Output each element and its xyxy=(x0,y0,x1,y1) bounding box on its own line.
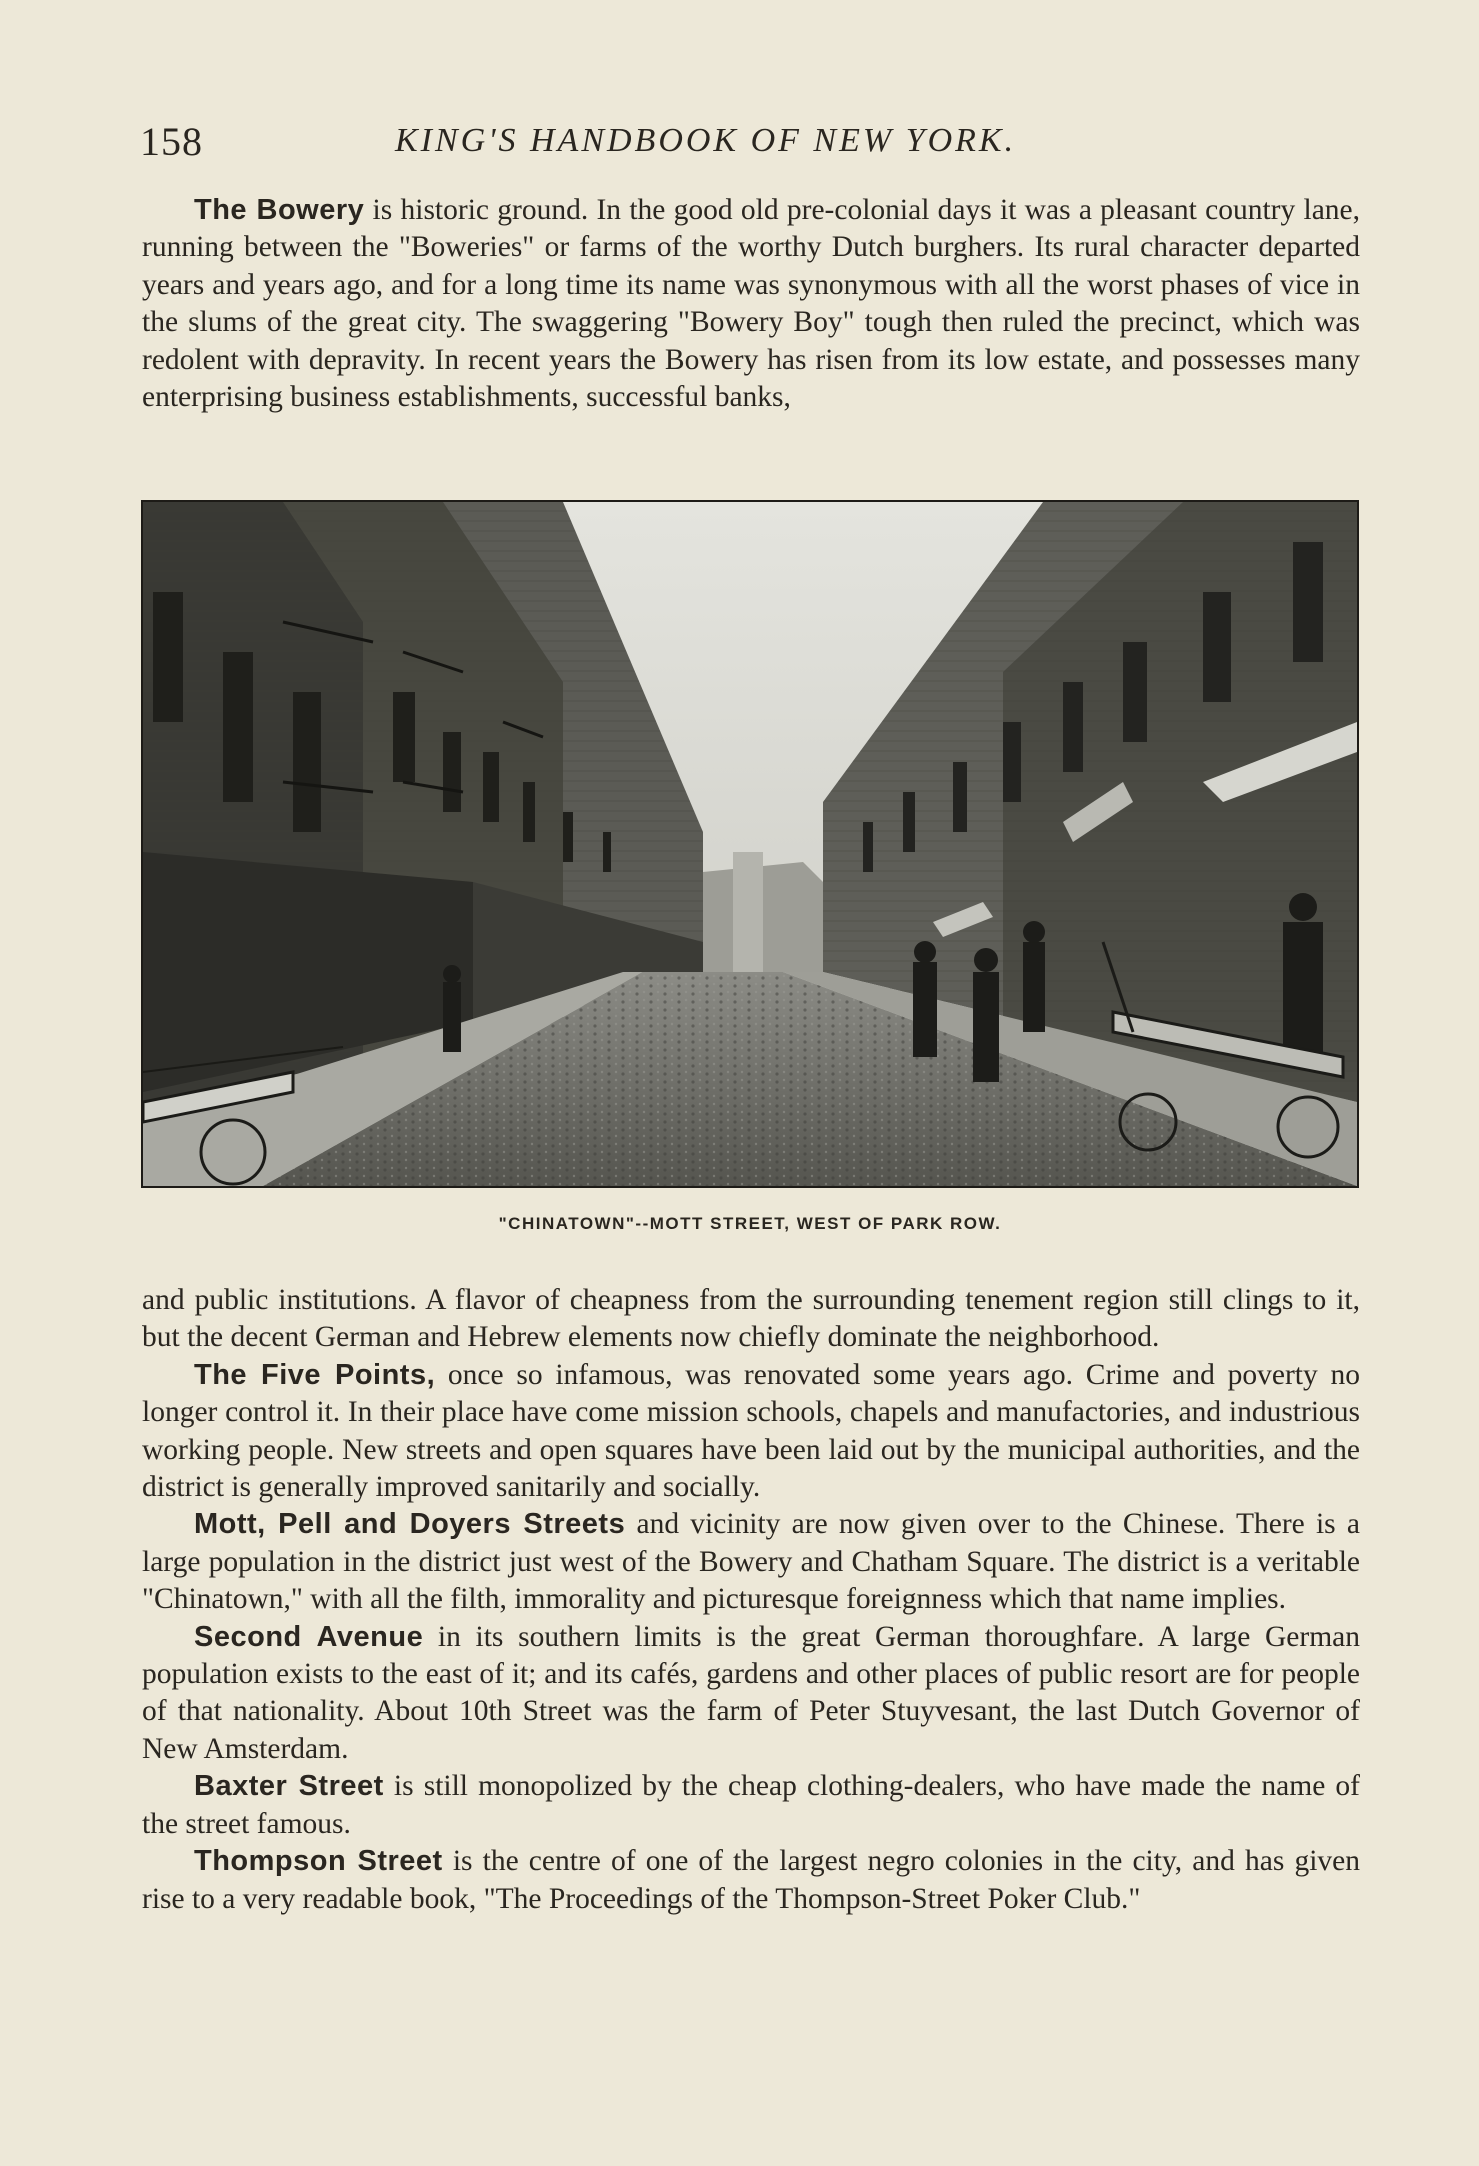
paragraph-lead: Mott, Pell and Doyers Streets xyxy=(194,1508,626,1541)
paragraph-text: is still monopolized by the cheap clothing-dealers, who have made the name of the street famous. xyxy=(142,1770,1360,1840)
paragraph-second-avenue xyxy=(142,1619,1360,1769)
paragraph-text: once so infamous, was renovated some years ago. Crime and poverty no longer control it. In their place have come mission schools, chapels and manufactories, and industrious working people. New streets and open squares have been laid out by the municipal authorities, and the district is generally improved sanitarily and socially. xyxy=(142,1358,1360,1504)
paragraph-lead: Second Avenue xyxy=(194,1620,424,1653)
photograph-mott-street xyxy=(141,500,1359,1188)
text-block-bottom xyxy=(142,1282,1360,1918)
paragraph-text: is historic ground. In the good old pre-colonial days it was a pleasant country lane, running between the "Boweries" or farms of the worthy Dutch burghers. Its rural character departed years and years ago, and for a long time its name was synonymous with all the worst phases of vice in the slums of the great city. The swaggering "Bowery Boy" tough then ruled the precinct, which was redolent with depravity. In recent years the Bowery has risen from its low estate, and possesses many enterprising business establishments, successful banks, xyxy=(142,194,1361,414)
paragraph-text: and vicinity are now given over to the Chinese. There is a large population in the district just west of the Bowery and Chatham Square. The district is a veritable "Chinatown," with all the filth, immorality and picturesque foreignness which that name implies. xyxy=(142,1508,1360,1616)
page-number: 158 xyxy=(140,119,203,164)
paragraph-lead: The Five Points, xyxy=(194,1358,436,1391)
paragraph-text: in its southern limits is the great German thoroughfare. A large German population exists to the east of it; and its cafés, gardens and other places of public resort are for people of that nationality. About 10th Street was the farm of Peter Stuyvesant, the last Dutch Governor of New Amsterdam. xyxy=(142,1620,1360,1765)
running-title: KING'S HANDBOOK OF NEW YORK. xyxy=(395,122,1017,159)
paragraph-baxter-street xyxy=(142,1768,1360,1843)
paragraph-lead: Baxter Street xyxy=(194,1770,384,1803)
paragraph-lead: Thompson Street xyxy=(194,1845,443,1878)
street-scene-illustration xyxy=(143,502,1357,1186)
paragraph-thompson-street xyxy=(142,1843,1360,1918)
paragraph-bowery xyxy=(142,192,1360,416)
paragraph-five-points xyxy=(142,1357,1360,1507)
paragraph-text: is the centre of one of the largest negro colonies in the city, and has given rise to a very readable book, "The Proceedings of the Thompson-Street Poker Club." xyxy=(142,1845,1360,1915)
paragraph-mott-pell-doyers xyxy=(142,1506,1360,1618)
paragraph-continuation: and public institutions. A flavor of cheapness from the surrounding tenement region still clings to it, but the decent German and Hebrew elements now chiefly dominate the neighborhood. xyxy=(142,1284,1360,1354)
paragraph-lead: The Bowery xyxy=(194,194,365,226)
running-head xyxy=(140,118,1360,168)
text-block-top xyxy=(142,192,1360,416)
figure-caption: "CHINATOWN"--MOTT STREET, WEST OF PARK ROW. xyxy=(498,1214,1002,1233)
